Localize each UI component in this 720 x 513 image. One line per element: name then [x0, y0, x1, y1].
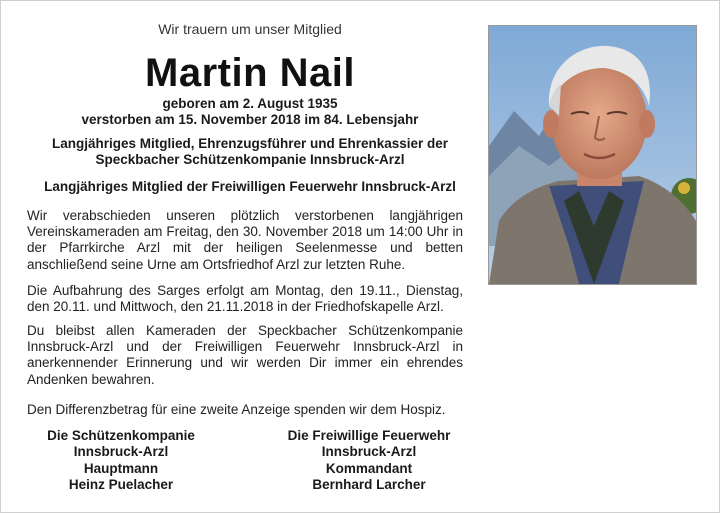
intro-text: Wir trauern um unser Mitglied — [158, 21, 342, 37]
role-line-1: Langjähriges Mitglied, Ehrenzugsführer und Ehrenkassier der — [51, 136, 449, 151]
deceased-name: Martin Nail — [145, 51, 355, 95]
portrait-photo-icon — [489, 26, 696, 284]
signature-right — [249, 428, 489, 493]
signature-left — [1, 428, 241, 493]
remembrance-paragraph: Du bleibst allen Kameraden der Speckbacher Schützenkompanie Innsbruck-Arzl und der Freiwilligen Feuerwehr Innsbruck-Arzl in anerkennender Erinnerung und wir werden Dir immer ein ehrendes Andenken bewahren. — [27, 323, 463, 387]
signature-left-person: Heinz Puelacher — [68, 476, 174, 492]
life-dates — [25, 96, 475, 128]
signature-right-person: Bernhard Larcher — [312, 476, 426, 492]
donation-paragraph: Den Differenzbetrag für eine zweite Anzeige spenden wir dem Hospiz. — [27, 402, 446, 417]
signature-left-place: Innsbruck-Arzl — [73, 444, 169, 460]
signature-left-title: Hauptmann — [83, 460, 159, 476]
signature-right-place: Innsbruck-Arzl — [321, 444, 417, 460]
funeral-paragraph: Wir verabschieden unseren plötzlich verstorbenen langjährigen Vereinskameraden am Freitag, den 30. November 2018 um 14:00 Uhr in der Pfarrkirche Arzl mit der heiligen Seelenmesse und betten anschließend seine Urne am Ortsfriedhof Arzl zur letzten Ruhe. — [27, 208, 463, 272]
signature-right-org: Die Freiwillige Feuerwehr — [287, 428, 451, 443]
role-line-2: Speckbacher Schützenkompanie Innsbruck-Arzl — [95, 152, 405, 167]
fire-brigade-role: Langjähriges Mitglied der Freiwilligen Feuerwehr Innsbruck-Arzl — [44, 179, 456, 194]
signature-left-org: Die Schützenkompanie — [47, 428, 195, 443]
signature-right-title: Kommandant — [325, 460, 413, 476]
membership-roles — [25, 136, 475, 168]
death-date: verstorben am 15. November 2018 im 84. Lebensjahr — [81, 112, 419, 127]
birth-date: geboren am 2. August 1935 — [162, 96, 338, 111]
portrait-photo — [488, 25, 697, 285]
viewing-paragraph: Die Aufbahrung des Sarges erfolgt am Montag, den 19.11., Dienstag, den 20.11. und Mittwoch, den 21.11.2018 in der Friedhofskapelle Arzl. — [27, 283, 463, 315]
